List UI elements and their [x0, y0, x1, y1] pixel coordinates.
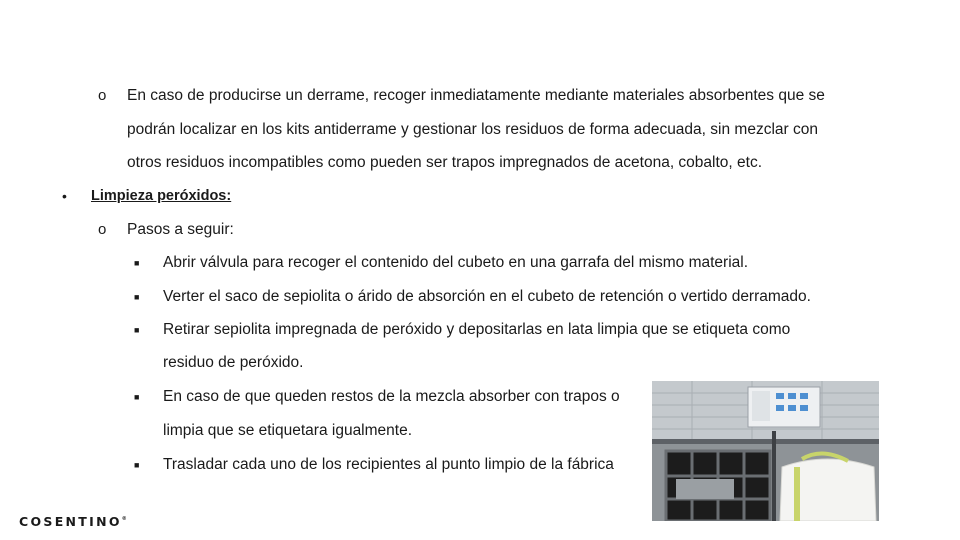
step-line: limpia que se etiquetara igualmente. — [163, 422, 413, 439]
circle-bullet: o — [98, 221, 107, 238]
photo-illustration — [652, 381, 879, 521]
step-line: Trasladar cada uno de los recipientes al punto limpio de la fábrica — [163, 456, 614, 473]
subheading: Pasos a seguir: — [127, 221, 234, 238]
circle-bullet: o — [98, 87, 107, 104]
step-line: Abrir válvula para recoger el contenido del cubeto en una garrafa del mismo material. — [163, 254, 749, 271]
square-bullet: ■ — [134, 392, 140, 402]
logo-text: COSENTINO — [19, 514, 122, 529]
registered-mark: ® — [121, 516, 127, 522]
spill-containment-photo — [652, 381, 879, 521]
step-line: Retirar sepiolita impregnada de peróxido y depositarlas en lata limpia que se etiqueta como — [163, 321, 791, 338]
square-bullet: ■ — [134, 325, 140, 335]
paragraph-line: otros residuos incompatibles como pueden ser trapos impregnados de acetona, cobalto, etc. — [127, 154, 763, 171]
paragraph-line: En caso de producirse un derrame, recoger inmediatamente mediante materiales absorbentes que se — [127, 87, 825, 104]
step-line: residuo de peróxido. — [163, 354, 304, 371]
square-bullet: ■ — [134, 258, 140, 268]
square-bullet: ■ — [134, 460, 140, 470]
step-line: En caso de que queden restos de la mezcla absorber con trapos o — [163, 388, 620, 405]
section-heading: Limpieza peróxidos: — [91, 188, 232, 204]
square-bullet: ■ — [134, 292, 140, 302]
paragraph-line: podrán localizar en los kits antiderrame y gestionar los residuos de forma adecuada, sin mezclar con — [127, 121, 818, 138]
step-line: Verter el saco de sepiolita o árido de absorción en el cubeto de retención o vertido derramado. — [163, 288, 811, 305]
disc-bullet: • — [62, 188, 67, 204]
cosentino-logo — [19, 514, 127, 529]
